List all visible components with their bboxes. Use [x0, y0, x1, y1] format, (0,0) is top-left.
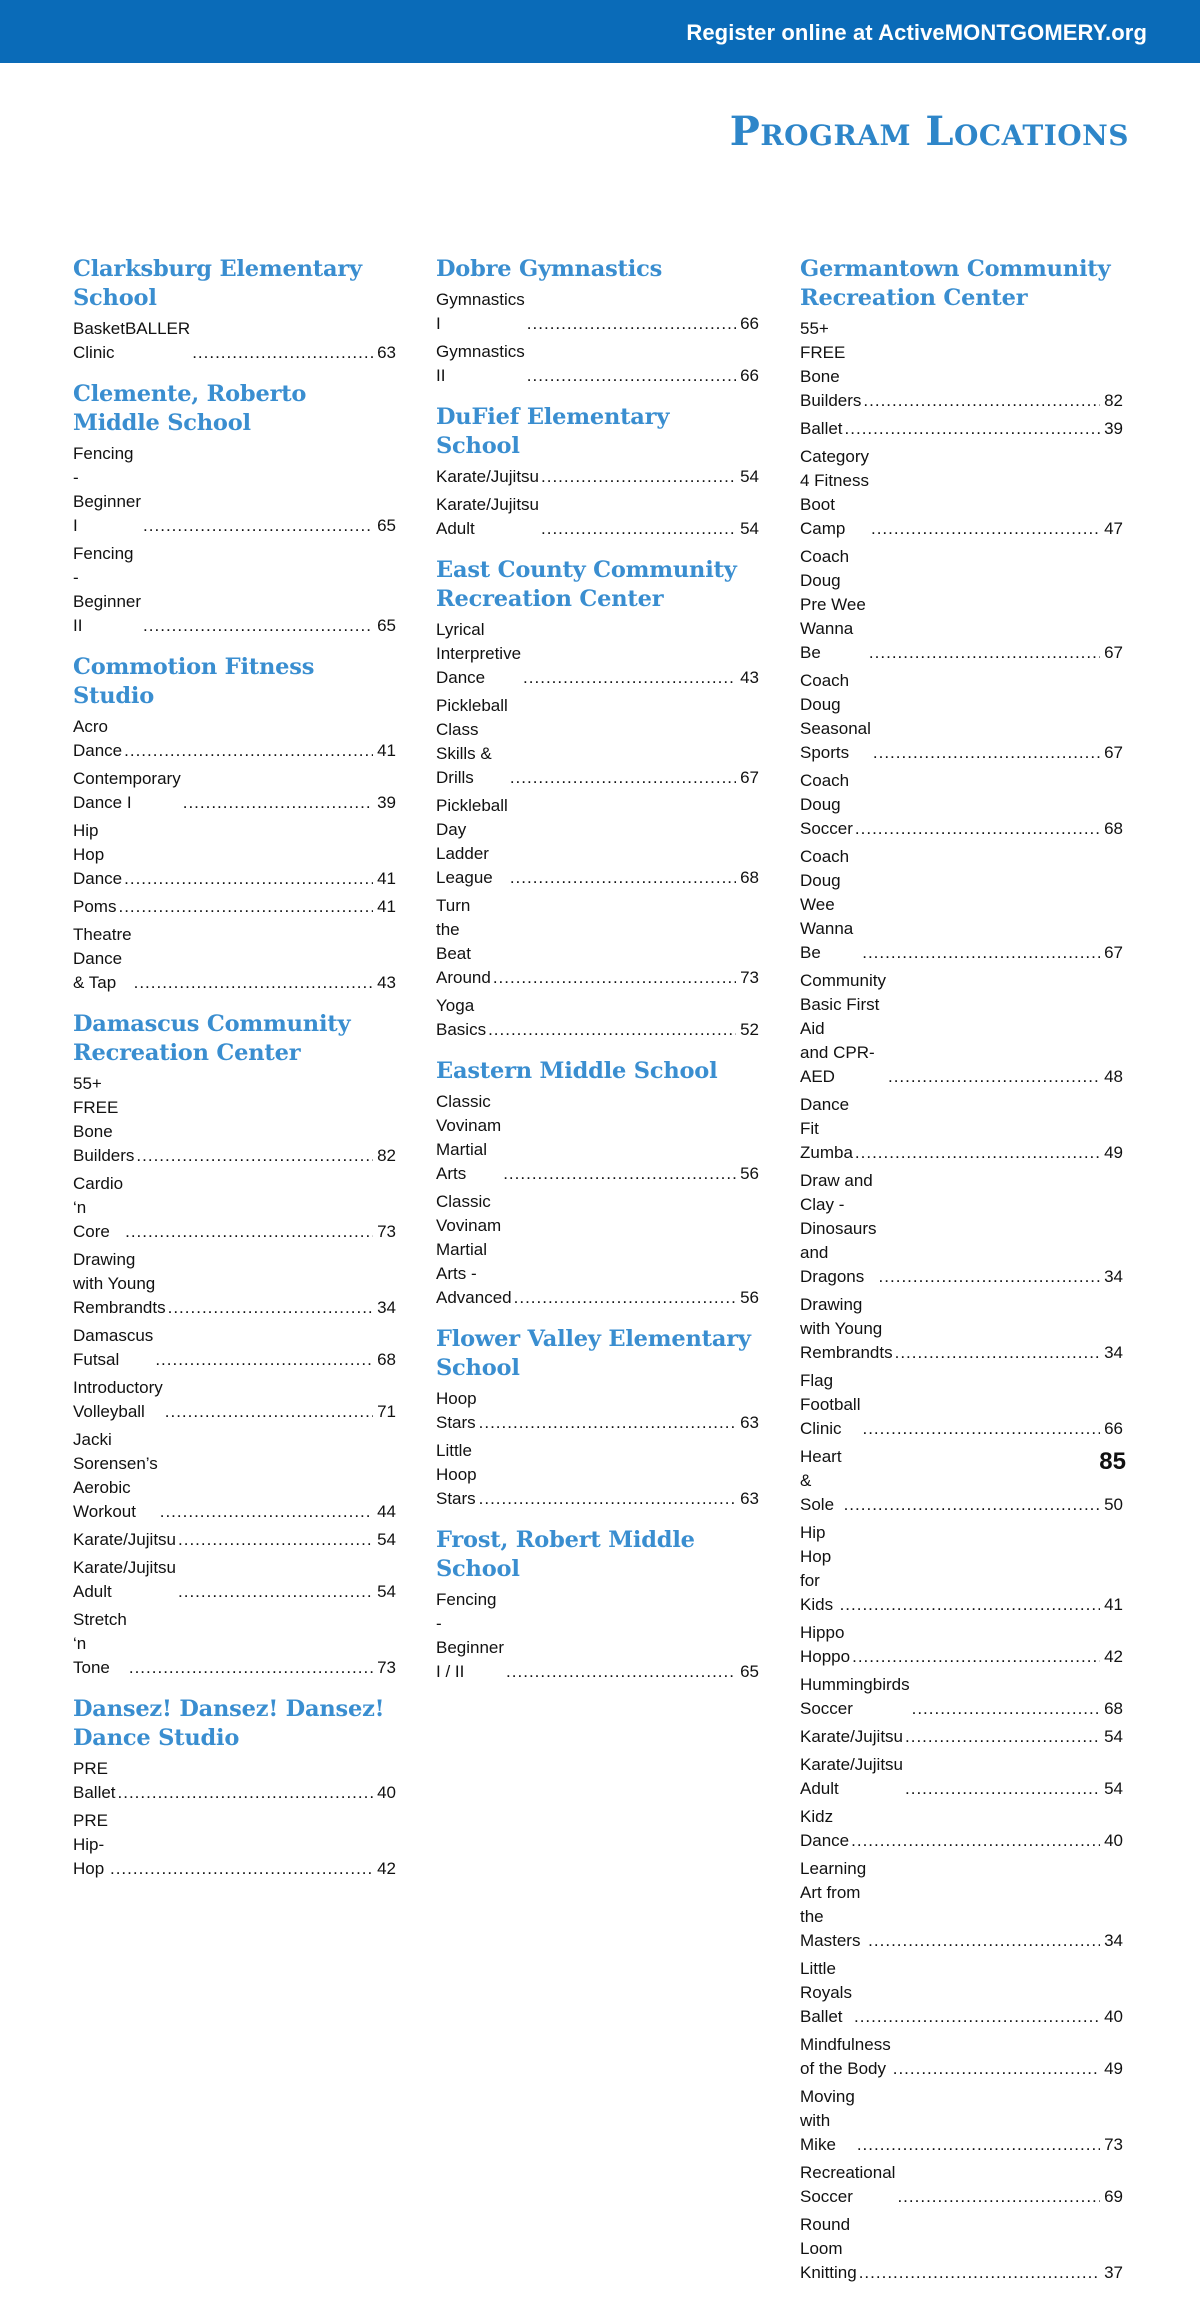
program-page-number: 63	[740, 1413, 759, 1432]
program-entry[interactable]	[73, 819, 396, 891]
dot-leader	[879, 1265, 1101, 1289]
program-page-number: 65	[740, 1662, 759, 1681]
location-heading: Clarksburg Elementary School	[73, 256, 362, 311]
dot-leader	[905, 1725, 1100, 1749]
program-entry[interactable]	[800, 1621, 1123, 1669]
program-page-number: 42	[377, 1859, 396, 1878]
program-page-number: 47	[1104, 519, 1123, 538]
program-name: Introductory Volleyball	[73, 1378, 163, 1421]
dot-leader	[862, 1417, 1100, 1441]
header-bar	[0, 0, 1200, 63]
dot-leader	[851, 1829, 1100, 1853]
program-name: Lyrical Interpretive Dance	[436, 620, 522, 687]
program-page-number: 44	[377, 1502, 396, 1521]
program-page-number: 67	[1104, 743, 1123, 762]
program-entry[interactable]	[800, 1169, 1123, 1289]
dot-leader	[840, 1593, 1101, 1617]
program-name: PRE Hip-Hop	[73, 1811, 108, 1878]
dot-leader	[855, 817, 1100, 841]
program-name: Coach Doug Pre Wee Wanna Be	[800, 547, 866, 662]
program-name: Kidz Dance	[800, 1807, 850, 1850]
program-page-number: 39	[377, 793, 396, 812]
page-title: Program Locations	[729, 108, 1129, 155]
program-name: Yoga Basics	[436, 996, 487, 1039]
program-page-number: 66	[740, 314, 759, 333]
program-page-number: 40	[377, 1783, 396, 1802]
program-entry[interactable]	[436, 894, 759, 990]
dot-leader	[897, 2185, 1100, 2209]
dot-leader	[514, 1286, 736, 1310]
program-name: Damascus Futsal	[73, 1326, 154, 1369]
program-page-number: 73	[1104, 2135, 1123, 2154]
program-entry[interactable]	[800, 1725, 1123, 1749]
program-entry[interactable]	[436, 340, 759, 388]
column-1	[73, 255, 396, 1896]
program-name: Fencing - Beginner I / II	[436, 1590, 505, 1681]
dot-leader	[503, 1162, 736, 1186]
dot-leader	[183, 791, 373, 815]
program-entry[interactable]	[73, 542, 396, 638]
program-name: BasketBALLER Clinic	[73, 319, 191, 362]
program-name: Classic Vovinam Martial Arts	[436, 1092, 502, 1183]
program-entry[interactable]	[436, 994, 759, 1042]
program-name: Gymnastics I	[436, 290, 525, 333]
program-entry[interactable]	[800, 969, 1123, 1089]
dot-leader	[541, 517, 736, 541]
program-entry[interactable]	[73, 767, 396, 815]
dot-leader	[506, 1660, 736, 1684]
program-entry[interactable]	[800, 2033, 1123, 2081]
program-entry[interactable]	[800, 545, 1123, 665]
dot-leader	[871, 517, 1100, 541]
program-page-number: 67	[740, 768, 759, 787]
program-entry[interactable]	[73, 1072, 396, 1168]
page-number: 85	[1099, 1448, 1126, 1475]
program-name: Poms	[73, 897, 117, 916]
program-page-number: 82	[1104, 391, 1123, 410]
program-page-number: 40	[1104, 2007, 1123, 2026]
dot-leader	[863, 389, 1100, 413]
program-name: Moving with Mike	[800, 2087, 855, 2154]
location-section	[436, 403, 759, 541]
program-name: Drawing with Young Rembrandts	[73, 1250, 166, 1317]
dot-leader	[143, 614, 373, 638]
program-entry[interactable]	[436, 1190, 759, 1310]
dot-leader	[852, 1645, 1100, 1669]
program-name: Stretch ‘n Tone	[73, 1610, 127, 1677]
program-name: Karate/Jujitsu Adult	[800, 1755, 903, 1798]
location-heading: Flower Valley Elementary School	[436, 1326, 751, 1381]
program-name: Dance Fit Zumba	[800, 1095, 853, 1162]
dot-leader	[888, 1065, 1100, 1089]
program-page-number: 69	[1104, 2187, 1123, 2206]
program-name: Acro Dance	[73, 717, 123, 760]
program-page-number: 43	[377, 973, 396, 992]
program-entry[interactable]	[800, 2213, 1123, 2285]
location-heading: Dansez! Dansez! Dansez! Dance Studio	[73, 1696, 385, 1751]
program-page-number: 73	[740, 968, 759, 987]
program-entry[interactable]	[436, 465, 759, 489]
program-entry[interactable]	[800, 1857, 1123, 1953]
program-entry[interactable]	[800, 417, 1123, 441]
dot-leader	[527, 364, 736, 388]
dot-leader	[124, 867, 373, 891]
program-name: Jacki Sorensen’s Aerobic Workout	[73, 1430, 158, 1521]
location-section	[800, 255, 1123, 2285]
program-entry[interactable]	[800, 1293, 1123, 1365]
location-heading: Germantown Community Recreation Center	[800, 256, 1111, 311]
dot-leader	[488, 1018, 736, 1042]
program-entry[interactable]	[73, 1757, 396, 1805]
program-entry[interactable]	[73, 923, 396, 995]
program-name: Pickleball Day Ladder League	[436, 796, 508, 887]
dot-leader	[859, 2261, 1100, 2285]
dot-leader	[143, 514, 373, 538]
program-page-number: 34	[1104, 1267, 1123, 1286]
program-name: Coach Doug Seasonal Sports	[800, 671, 871, 762]
program-name: Ballet	[800, 419, 843, 438]
program-page-number: 82	[377, 1146, 396, 1165]
dot-leader	[893, 2057, 1100, 2081]
program-name: Round Loom Knitting	[800, 2215, 857, 2282]
program-name: Community Basic First Aid and CPR-AED	[800, 971, 886, 1086]
program-name: Hip Hop for Kids	[800, 1523, 834, 1614]
program-page-number: 34	[1104, 1931, 1123, 1950]
program-entry[interactable]	[73, 1556, 396, 1604]
dot-leader	[868, 1929, 1100, 1953]
program-page-number: 40	[1104, 1831, 1123, 1850]
program-entry[interactable]	[800, 1957, 1123, 2029]
location-section	[73, 653, 396, 995]
program-name: Draw and Clay - Dinosaurs and Dragons	[800, 1171, 877, 1286]
program-name: Karate/Jujitsu Adult	[436, 495, 539, 538]
dot-leader	[125, 1220, 373, 1244]
dot-leader	[510, 766, 736, 790]
dot-leader	[855, 1141, 1100, 1165]
dot-leader	[510, 866, 736, 890]
column-2	[436, 255, 759, 1699]
program-entry[interactable]	[800, 2161, 1123, 2209]
program-page-number: 41	[377, 741, 396, 760]
program-page-number: 41	[1104, 1595, 1123, 1614]
program-entry[interactable]	[800, 1753, 1123, 1801]
program-page-number: 54	[740, 467, 759, 486]
dot-leader	[844, 1493, 1101, 1517]
program-entry[interactable]	[436, 1387, 759, 1435]
program-page-number: 49	[1104, 2059, 1123, 2078]
program-entry[interactable]	[73, 1248, 396, 1320]
location-heading: East County Community Recreation Center	[436, 557, 737, 612]
program-entry[interactable]	[436, 794, 759, 890]
location-heading: Dobre Gymnastics	[436, 256, 663, 282]
program-entry[interactable]	[73, 895, 396, 919]
program-page-number: 48	[1104, 1067, 1123, 1086]
dot-leader	[192, 341, 373, 365]
program-page-number: 66	[740, 366, 759, 385]
program-name: Recreational Soccer	[800, 2163, 896, 2206]
program-page-number: 68	[377, 1350, 396, 1369]
program-name: Little Royals Ballet	[800, 1959, 852, 2026]
program-name: Hoop Stars	[436, 1389, 477, 1432]
program-entry[interactable]	[73, 1608, 396, 1680]
program-entry[interactable]	[436, 618, 759, 690]
program-entry[interactable]	[73, 1809, 396, 1881]
dot-leader	[479, 1411, 736, 1435]
program-entry[interactable]	[800, 845, 1123, 965]
dot-leader	[118, 1781, 374, 1805]
program-page-number: 34	[377, 1298, 396, 1317]
location-heading: Frost, Robert Middle School	[436, 1527, 695, 1582]
dot-leader	[845, 417, 1101, 441]
program-name: Cardio ‘n Core	[73, 1174, 124, 1241]
program-page-number: 41	[377, 869, 396, 888]
location-section	[436, 556, 759, 1042]
program-page-number: 67	[1104, 643, 1123, 662]
location-section	[436, 1057, 759, 1310]
location-heading: Eastern Middle School	[436, 1058, 718, 1084]
program-name: Karate/Jujitsu	[73, 1530, 176, 1549]
location-section	[73, 255, 396, 365]
program-entry[interactable]	[73, 1428, 396, 1524]
program-name: Gymnastics II	[436, 342, 525, 385]
program-entry[interactable]	[800, 1805, 1123, 1853]
dot-leader	[479, 1487, 736, 1511]
program-name: Little Hoop Stars	[436, 1441, 477, 1508]
program-entry[interactable]	[436, 493, 759, 541]
dot-leader	[862, 941, 1100, 965]
register-link[interactable]: Register online at ActiveMONTGOMERY.org	[686, 20, 1147, 45]
dot-leader	[178, 1528, 373, 1552]
program-name: Theatre Dance & Tap	[73, 925, 132, 992]
program-page-number: 39	[1104, 419, 1123, 438]
program-entry[interactable]	[73, 442, 396, 538]
program-name: Karate/Jujitsu	[436, 467, 539, 486]
dot-leader	[168, 1296, 373, 1320]
program-name: 55+ FREE Bone Builders	[800, 319, 862, 410]
program-page-number: 65	[377, 516, 396, 535]
program-page-number: 34	[1104, 1343, 1123, 1362]
program-name: Turn the Beat Around	[436, 896, 491, 987]
program-entry[interactable]	[436, 1090, 759, 1186]
dot-leader	[160, 1500, 373, 1524]
dot-leader	[110, 1857, 373, 1881]
program-entry[interactable]	[800, 1673, 1123, 1721]
program-entry[interactable]	[800, 669, 1123, 765]
program-name: Fencing - Beginner I	[73, 444, 142, 535]
location-heading: Clemente, Roberto Middle School	[73, 381, 307, 436]
location-section	[73, 1010, 396, 1680]
dot-leader	[134, 971, 373, 995]
program-name: Learning Art from the Masters	[800, 1859, 867, 1950]
program-page-number: 56	[740, 1164, 759, 1183]
dot-leader	[129, 1656, 373, 1680]
location-heading: DuFief Elementary School	[436, 404, 670, 459]
program-entry[interactable]	[800, 1369, 1123, 1441]
program-name: Hummingbirds Soccer	[800, 1675, 910, 1718]
program-page-number: 63	[377, 343, 396, 362]
location-section	[436, 255, 759, 388]
dot-leader	[905, 1777, 1100, 1801]
dot-leader	[155, 1348, 373, 1372]
location-heading: Commotion Fitness Studio	[73, 654, 315, 709]
program-name: Flag Football Clinic	[800, 1371, 861, 1438]
program-entry[interactable]	[800, 1445, 1123, 1517]
program-name: Category 4 Fitness Boot Camp	[800, 447, 869, 538]
program-name: Hippo Hoppo	[800, 1623, 851, 1666]
program-page-number: 52	[740, 1020, 759, 1039]
program-entry[interactable]	[800, 1093, 1123, 1165]
program-name: Coach Doug Wee Wanna Be	[800, 847, 854, 962]
program-name: Hip Hop Dance	[73, 821, 123, 888]
program-page-number: 54	[740, 519, 759, 538]
program-page-number: 54	[1104, 1779, 1123, 1798]
dot-leader	[118, 895, 373, 919]
program-entry[interactable]	[800, 317, 1123, 413]
program-entry[interactable]	[800, 2085, 1123, 2157]
program-entry[interactable]	[436, 1588, 759, 1684]
dot-leader	[136, 1144, 373, 1168]
program-name: Coach Doug Soccer	[800, 771, 853, 838]
program-entry[interactable]	[800, 1521, 1123, 1617]
location-section	[436, 1325, 759, 1511]
program-page-number: 68	[740, 868, 759, 887]
program-page-number: 67	[1104, 943, 1123, 962]
dot-leader	[854, 2005, 1100, 2029]
location-section	[436, 1526, 759, 1684]
dot-leader	[178, 1580, 373, 1604]
program-name: Pickleball Class Skills & Drills	[436, 696, 508, 787]
dot-leader	[124, 739, 373, 763]
program-page-number: 54	[377, 1582, 396, 1601]
program-entry[interactable]	[436, 1439, 759, 1511]
program-page-number: 37	[1104, 2263, 1123, 2282]
program-name: Drawing with Young Rembrandts	[800, 1295, 893, 1362]
location-section	[73, 1695, 396, 1881]
dot-leader	[165, 1400, 373, 1424]
program-name: Mindfulness of the Body	[800, 2035, 891, 2078]
program-entry[interactable]	[73, 1528, 396, 1552]
program-page-number: 41	[377, 897, 396, 916]
program-entry[interactable]	[73, 317, 396, 365]
program-entry[interactable]	[73, 1376, 396, 1424]
program-page-number: 68	[1104, 1699, 1123, 1718]
program-page-number: 68	[1104, 819, 1123, 838]
dot-leader	[857, 2133, 1100, 2157]
program-name: Heart & Sole	[800, 1447, 842, 1514]
program-entry[interactable]	[800, 445, 1123, 541]
program-name: Contemporary Dance I	[73, 769, 181, 812]
program-name: PRE Ballet	[73, 1759, 116, 1802]
program-page-number: 42	[1104, 1647, 1123, 1666]
program-entry[interactable]	[436, 694, 759, 790]
program-page-number: 73	[377, 1222, 396, 1241]
program-name: Fencing - Beginner II	[73, 544, 142, 635]
location-heading: Damascus Community Recreation Center	[73, 1011, 351, 1066]
program-page-number: 43	[740, 668, 759, 687]
dot-leader	[493, 966, 736, 990]
program-page-number: 71	[377, 1402, 396, 1421]
program-entry[interactable]	[73, 1172, 396, 1244]
dot-leader	[873, 741, 1100, 765]
dot-leader	[523, 666, 736, 690]
program-name: Karate/Jujitsu Adult	[73, 1558, 176, 1601]
program-entry[interactable]	[73, 1324, 396, 1372]
dot-leader	[912, 1697, 1100, 1721]
program-page-number: 50	[1104, 1495, 1123, 1514]
program-name: 55+ FREE Bone Builders	[73, 1074, 135, 1165]
dot-leader	[541, 465, 736, 489]
program-page-number: 65	[377, 616, 396, 635]
program-name: Classic Vovinam Martial Arts - Advanced	[436, 1192, 512, 1307]
program-page-number: 54	[1104, 1727, 1123, 1746]
program-page-number: 63	[740, 1489, 759, 1508]
program-page-number: 56	[740, 1288, 759, 1307]
dot-leader	[527, 312, 736, 336]
program-entry[interactable]	[436, 288, 759, 336]
program-page-number: 54	[377, 1530, 396, 1549]
program-page-number: 49	[1104, 1143, 1123, 1162]
dot-leader	[869, 641, 1100, 665]
program-page-number: 73	[377, 1658, 396, 1677]
column-3	[800, 255, 1123, 2300]
program-entry[interactable]	[800, 769, 1123, 841]
dot-leader	[895, 1341, 1100, 1365]
program-entry[interactable]	[73, 715, 396, 763]
program-page-number: 66	[1104, 1419, 1123, 1438]
program-name: Karate/Jujitsu	[800, 1727, 903, 1746]
location-section	[73, 380, 396, 638]
